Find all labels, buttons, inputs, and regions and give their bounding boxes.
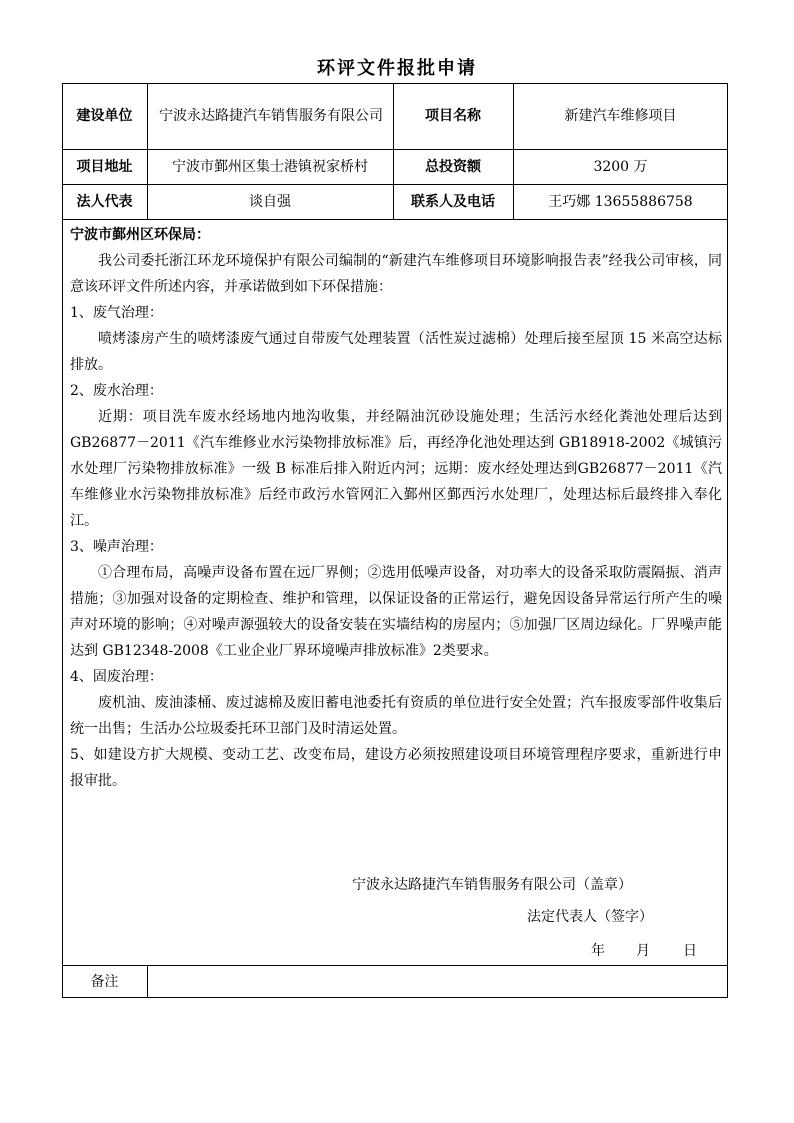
date-day: 日 (683, 943, 697, 959)
investment-label: 总投资额 (425, 158, 481, 175)
page-title: 环评文件报批申请 (317, 58, 477, 79)
legal-rep-label: 法人代表 (76, 193, 133, 210)
addressee: 宁波市鄞州区环保局： (70, 227, 210, 243)
contact-value: 王巧娜 13655886758 (548, 193, 693, 210)
section-heading: 2、废水治理： (70, 383, 163, 399)
unit-label: 建设单位 (76, 108, 133, 124)
address-label: 项目地址 (76, 158, 133, 175)
remarks-label: 备注 (90, 973, 119, 990)
section-heading: 3、噪声治理： (70, 539, 163, 555)
project-value: 新建汽车维修项目 (564, 108, 677, 124)
contact-label: 联系人及电话 (411, 193, 495, 210)
section-heading: 4、固废治理： (70, 669, 163, 685)
row-divider (62, 219, 728, 220)
investment-value: 3200 万 (593, 158, 648, 175)
exhaust-paragraph: 喷烤漆房产生的喷烤漆废气通过自带废气处理装置（活性炭过滤棉）处理后接至屋顶 15 米高空达标排放。 (70, 331, 722, 373)
company-seal-line: 宁波永达路捷汽车销售服务有限公司（盖章） (352, 877, 632, 893)
section-heading: 1、废气治理： (70, 305, 163, 321)
date-month: 月 (636, 943, 650, 959)
noise-paragraph: ①合理布局，高噪声设备布置在远厂界侧；②选用低噪声设备，对功率大的设备采取防震隔振、消声措施；③加强对设备的定期检查、维护和管理，以保证设备的正常运行，避免因设备异常运行所产生的噪声对环境的影响；④对噪声源强较大的设备安装在实墙结构的房屋内；⑤加强厂区周边绿化。厂界噪声能达到 GB12348-2008《工业企业厂界环境噪声排放标准》2类要求。 (70, 565, 722, 659)
legal-rep-value: 谈自强 (249, 193, 291, 210)
project-label: 项目名称 (425, 108, 481, 124)
remarks-field[interactable] (148, 966, 727, 997)
commitment-paragraph: 5、如建设方扩大规模、变动工艺、改变布局，建设方必须按照建设项目环境管理程序要求，重新进行申报审批。 (70, 747, 722, 789)
application-body (70, 222, 722, 794)
wastewater-paragraph: 近期：项目洗车废水经场地内地沟收集，并经隔油沉砂设施处理；生活污水经化粪池处理后达到 GB26877－2011《汽车维修业水污染物排放标准》后，再经净化池处理达到 GB18918-2002《城镇污水处理厂污染物排放标准》一级 B 标准后排入附近内河；远期：废水经处理达到GB26877－2011《汽车维修业水污染物排放标准》后经市政污水管网汇入鄞州区鄞西污水处理厂，处理达标后最终排入奉化江。 (70, 409, 722, 529)
date-year: 年 (591, 943, 605, 959)
address-value: 宁波市鄞州区集士港镇祝家桥村 (172, 158, 368, 175)
unit-value: 宁波永达路捷汽车销售服务有限公司 (159, 108, 383, 124)
solid-waste-paragraph: 废机油、废油漆桶、废过滤棉及废旧蓄电池委托有资质的单位进行安全处置；汽车报废零部件收集后统一出售；生活办公垃圾委托环卫部门及时清运处置。 (70, 695, 722, 737)
legal-rep-signature-line: 法定代表人（签字） (527, 909, 653, 925)
intro-paragraph: 我公司委托浙江环龙环境保护有限公司编制的“新建汽车维修项目环境影响报告表”经我公司审核，同意该环评文件所述内容，并承诺做到如下环保措施： (70, 253, 722, 295)
